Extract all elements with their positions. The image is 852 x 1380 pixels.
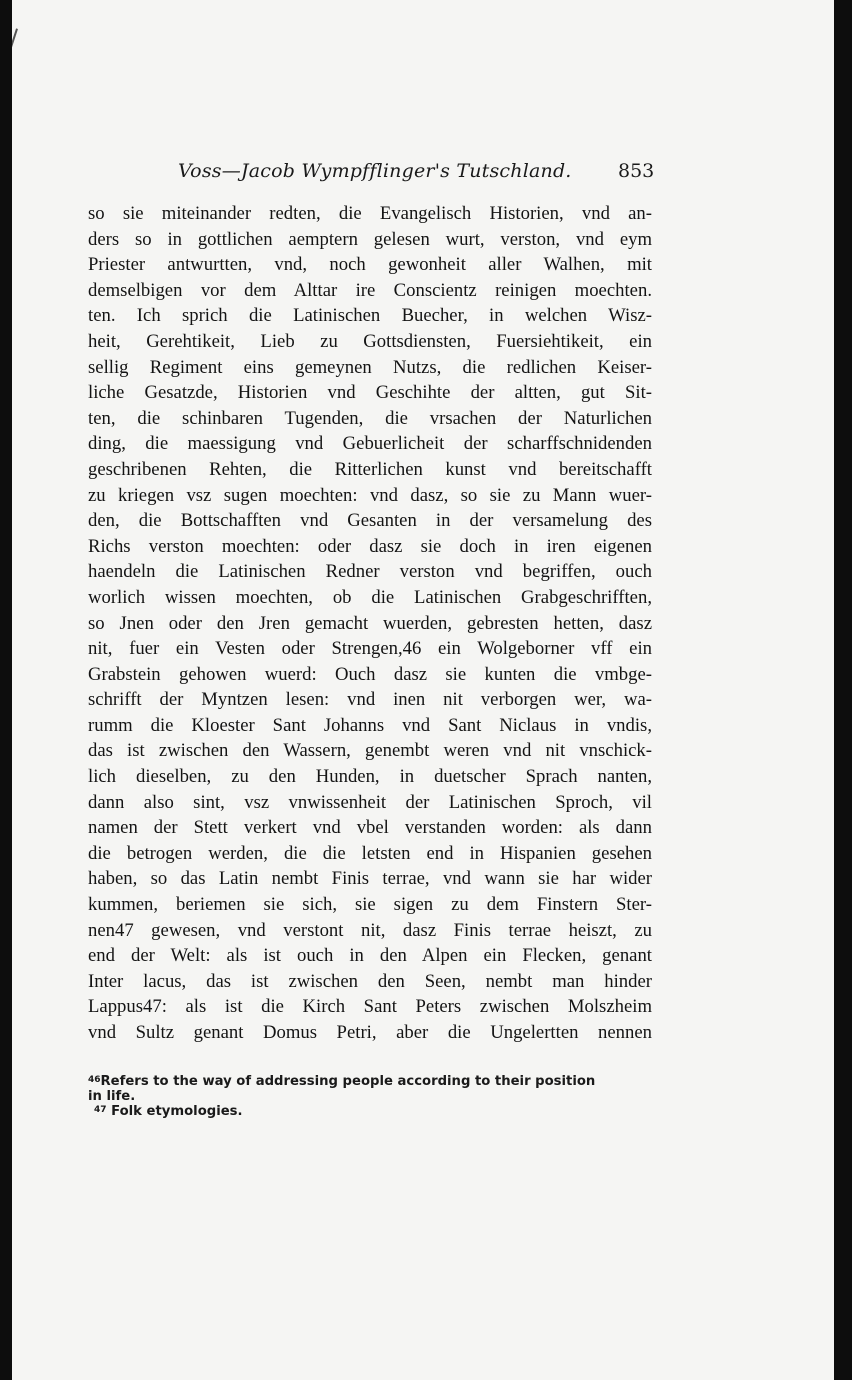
- text-line: Richs verston moechten: oder dasz sie doch in iren eigenen: [88, 535, 652, 557]
- text-line: so sie miteinander redten, die Evangelisch Historien, vnd an-: [88, 203, 652, 224]
- text-line: ding, die maessigung vnd Gebuerlicheit der scharffschnidenden: [88, 433, 652, 455]
- footnote-46: [88, 1074, 654, 1089]
- text-line: Inter lacus, das ist zwischen den Seen, nembt man hinder: [88, 970, 652, 992]
- footnote-marker: 46: [88, 1075, 101, 1085]
- text-line: namen der Stett verkert vnd vbel verstanden worden: als dann: [88, 817, 652, 839]
- text-line: worlich wissen moechten, ob die Latinischen Grabgeschrifften,: [88, 586, 652, 608]
- text-line: schrifft der Myntzen lesen: vnd inen nit verborgen wer, wa-: [88, 689, 652, 711]
- text-line: lich dieselben, zu den Hunden, in duetscher Sprach nanten,: [88, 766, 652, 788]
- text-line: die betrogen werden, die die letsten end in Hispanien gesehen: [88, 842, 652, 864]
- text-line: geschribenen Rehten, die Ritterlichen kunst vnd bereitschafft: [88, 458, 652, 480]
- scan-border: [834, 0, 852, 1380]
- running-head: Voss—Jacob Wympfflinger's Tutschland.: [178, 160, 572, 182]
- text-line: das ist zwischen den Wassern, genembt weren vnd nit vnschick-: [88, 740, 652, 762]
- text-line: heit, Gerehtikeit, Lieb zu Gottsdiensten, Fuersiehtikeit, ein: [88, 330, 652, 352]
- text-line: rumm die Kloester Sant Johanns vnd Sant Niclaus in vndis,: [88, 714, 652, 736]
- text-line: kummen, beriemen sie sich, sie sigen zu dem Finstern Ster-: [88, 894, 652, 916]
- footnote-46-continuation: in life.: [88, 1089, 136, 1104]
- page-number: 853: [618, 160, 655, 182]
- text-line: Grabstein gehowen wuerd: Ouch dasz sie kunten die vmbge-: [88, 663, 652, 685]
- text-line: zu kriegen vsz sugen moechten: vnd dasz, so sie zu Mann wuer-: [88, 484, 652, 506]
- scan-mark: [12, 28, 18, 53]
- footnote-marker: 47: [94, 1105, 107, 1115]
- footnotes: [88, 1074, 654, 1119]
- text-line: Priester antwurtten, vnd, noch gewonheit aller Walhen, mit: [88, 254, 652, 276]
- text-line: ten. Ich sprich die Latinischen Buecher, in welchen Wisz-: [88, 305, 652, 327]
- text-line: haben, so das Latin nembt Finis terrae, vnd wann sie har wider: [88, 868, 652, 890]
- body-text: [88, 201, 652, 1046]
- page-header: [12, 148, 834, 194]
- text-line: dann also sint, vsz vnwissenheit der Latinischen Sproch, vil: [88, 791, 652, 813]
- text-line: vnd Sultz genant Domus Petri, aber die Ungelertten nennen: [88, 1022, 652, 1043]
- footnote-text: Folk etymologies.: [111, 1104, 243, 1119]
- text-line: demselbigen vor dem Alttar ire Conscientz reinigen moechten.: [88, 279, 652, 301]
- text-line: sellig Regiment eins gemeynen Nutzs, die redlichen Keiser-: [88, 356, 652, 378]
- text-line: Lappus47: als ist die Kirch Sant Peters zwischen Molszheim: [88, 996, 652, 1018]
- text-line: nen47 gewesen, vnd verstont nit, dasz Finis terrae heiszt, zu: [88, 919, 652, 941]
- text-line: so Jnen oder den Jren gemacht wuerden, gebresten hetten, dasz: [88, 612, 652, 634]
- text-line: haendeln die Latinischen Redner verston vnd begriffen, ouch: [88, 561, 652, 583]
- text-line: den, die Bottschafften vnd Gesanten in der versamelung des: [88, 510, 652, 532]
- text-line: nit, fuer ein Vesten oder Strengen,46 ein Wolgeborner vff ein: [88, 638, 652, 660]
- footnote-text: Refers to the way of addressing people according to their position: [100, 1074, 596, 1089]
- text-line: ders so in gottlichen aemptern gelesen wurt, verston, vnd eym: [88, 228, 652, 250]
- text-line: end der Welt: als ist ouch in den Alpen ein Flecken, genant: [88, 945, 652, 967]
- footnote-47: [88, 1104, 654, 1119]
- book-page: [12, 0, 834, 1380]
- text-line: liche Gesatzde, Historien vnd Geschihte der altten, gut Sit-: [88, 382, 652, 404]
- text-line: ten, die schinbaren Tugenden, die vrsachen der Naturlichen: [88, 407, 652, 429]
